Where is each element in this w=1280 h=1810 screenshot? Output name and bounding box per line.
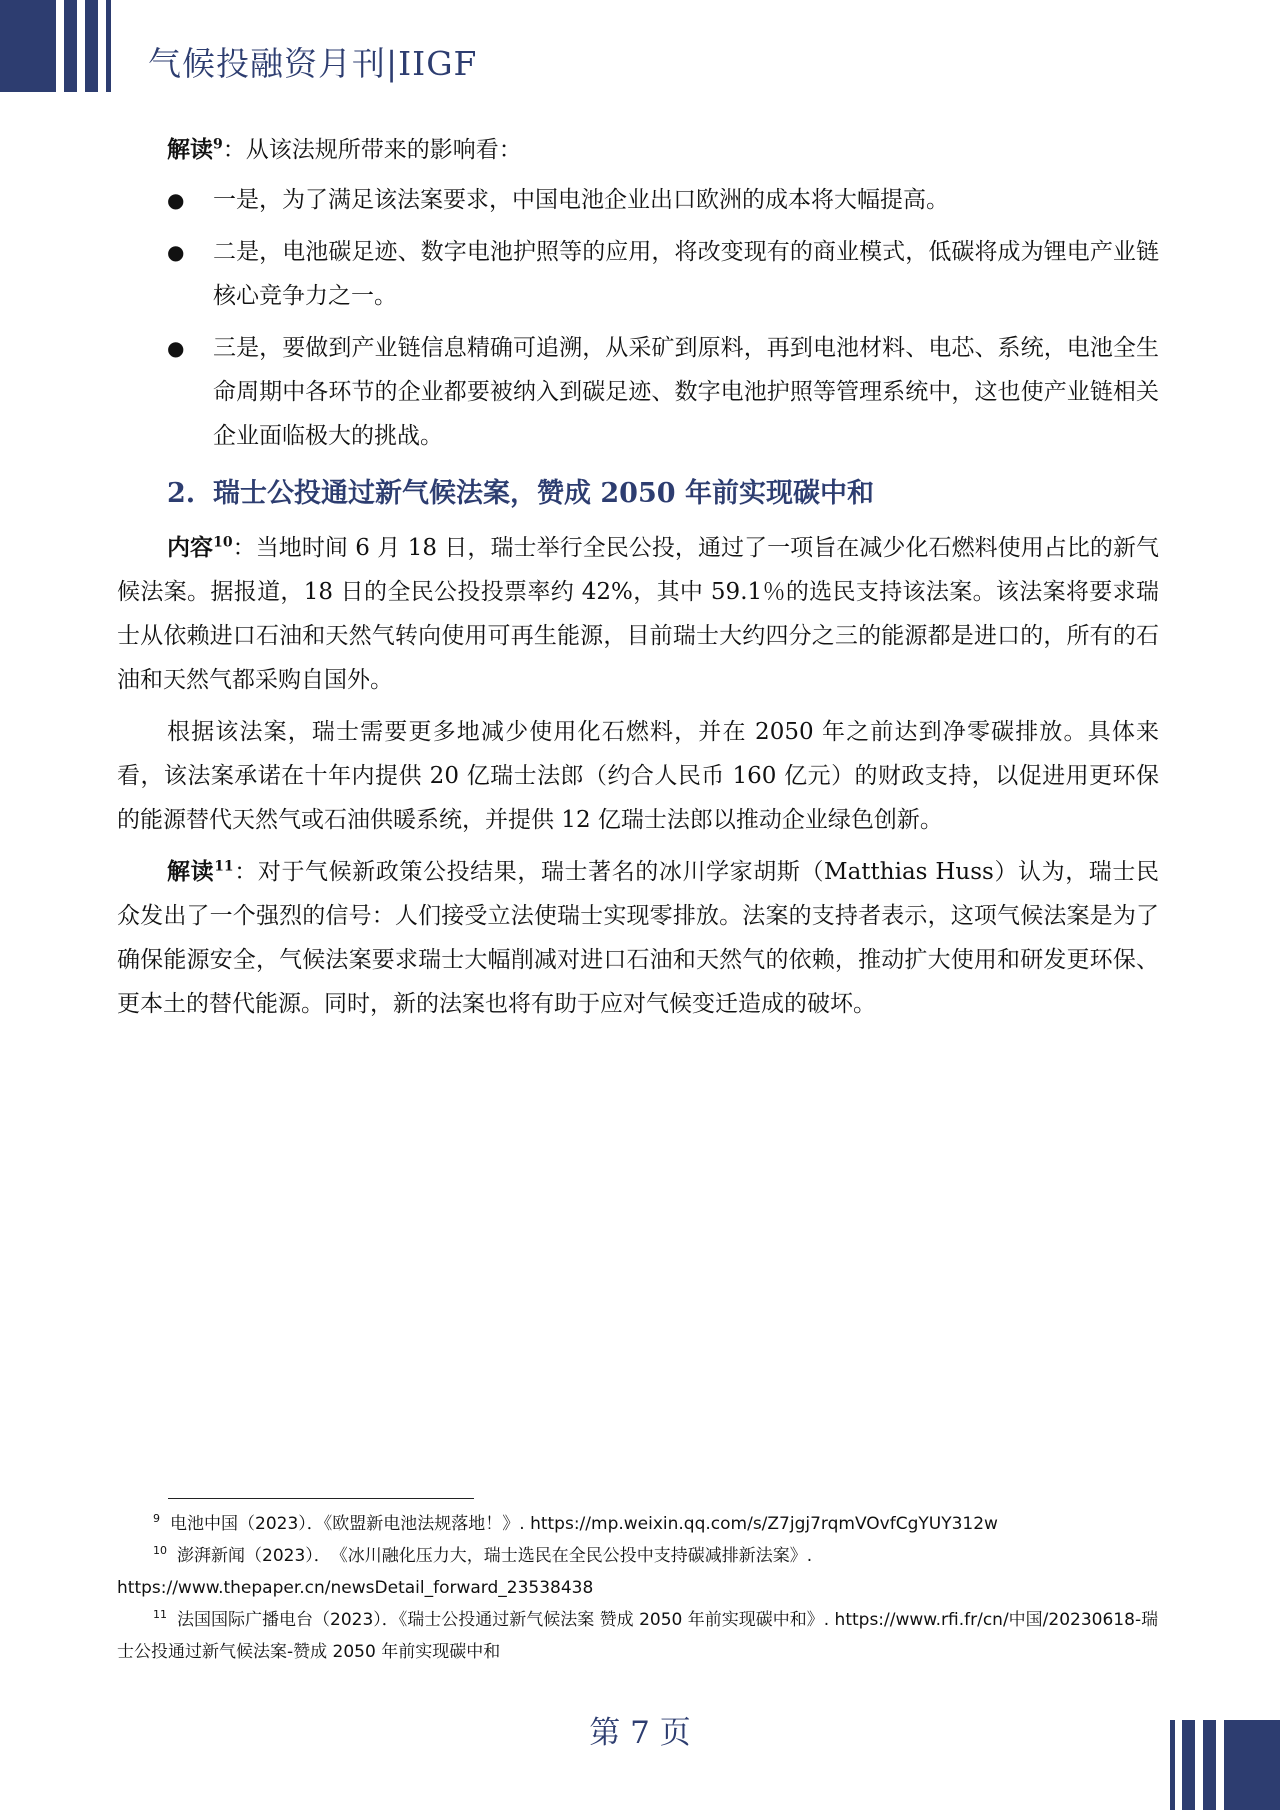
- footnote-number: 10: [153, 1544, 167, 1558]
- interpretation-intro-text: ：从该法规所带来的影响看：: [222, 137, 522, 163]
- journal-title: 气候投融资月刊|IIGF: [148, 44, 478, 83]
- footnote-number: 9: [153, 1512, 160, 1526]
- footnotes: [117, 1508, 1159, 1668]
- bullet-icon: ●: [167, 188, 185, 212]
- bullet-icon: ●: [167, 336, 185, 360]
- footnote-ref[interactable]: 10: [213, 534, 233, 551]
- section-heading: [167, 474, 1159, 514]
- list-item-text: 二是，电池碳足迹、数字电池护照等的应用，将改变现有的商业模式，低碳将成为锂电产业链核心竞争力之一。: [213, 239, 1159, 309]
- impact-list: [117, 178, 1159, 458]
- footnote-divider: [168, 1498, 474, 1499]
- header-bar: [0, 0, 56, 92]
- header-bar: [85, 0, 98, 92]
- section-number: 2.: [167, 478, 196, 509]
- detail-paragraph: 根据该法案，瑞士需要更多地减少使用化石燃料，并在 2050 年之前达到净零碳排放。具体来看，该法案承诺在十年内提供 20 亿瑞士法郎（约合人民币 160 亿元）的财政支持，以促进用更环保的能源替代天然气或石油供暖系统，并提供 12 亿瑞士法郎以推动企业绿色创新。: [117, 719, 1159, 833]
- footnote: [117, 1540, 1159, 1604]
- list-item: [117, 326, 1159, 458]
- interpretation-label: 解读: [167, 136, 213, 163]
- footnote-text[interactable]: 电池中国（2023）．《欧盟新电池法规落地！》. https://mp.weixin.qq.com/s/Z7jgj7rqmVOvfCgYUY312w: [170, 1514, 998, 1534]
- footnote-text[interactable]: 法国国际广播电台（2023）．《瑞士公投通过新气候法案 赞成 2050 年前实现碳中和》. https://www.rfi.fr/cn/中国/20230618-瑞士公投通过新气候法案-赞成 2050 年前实现碳中和: [117, 1610, 1159, 1662]
- footnote-ref[interactable]: 9: [213, 136, 223, 153]
- list-item: [117, 230, 1159, 318]
- footnote: [117, 1508, 1159, 1540]
- footnote-ref[interactable]: 11: [214, 858, 234, 875]
- footnote-number: 11: [153, 1608, 167, 1622]
- page-number: 第 7 页: [589, 1715, 691, 1751]
- interpretation-text: ：对于气候新政策公投结果，瑞士著名的冰川学家胡斯（Matthias Huss）认为，瑞士民众发出了一个强烈的信号：人们接受立法使瑞士实现零排放。法案的支持者表示，这项气候法案是为了确保能源安全，气候法案要求瑞士大幅削减对进口石油和天然气的依赖，推动扩大使用和研发更环保、更本土的替代能源。同时，新的法案也将有助于应对气候变迁造成的破坏。: [117, 859, 1159, 1017]
- interpretation-intro: [117, 128, 1159, 172]
- list-item-text: 三是，要做到产业链信息精确可追溯，从采矿到原料，再到电池材料、电芯、系统，电池全生命周期中各环节的企业都要被纳入到碳足迹、数字电池护照等管理系统中，这也使产业链相关企业面临极大的挑战。: [213, 335, 1159, 449]
- bullet-icon: ●: [167, 240, 185, 264]
- header-bar: [106, 0, 111, 92]
- content-label: 内容: [167, 534, 214, 561]
- footer-bar: [1182, 1720, 1195, 1810]
- footnote: [117, 1604, 1159, 1668]
- footer-bar: [1224, 1720, 1280, 1810]
- section-title: 瑞士公投通过新气候法案，赞成 2050 年前实现碳中和: [213, 478, 874, 509]
- article-body: [117, 128, 1159, 1026]
- list-item-text: 一是，为了满足该法案要求，中国电池企业出口欧洲的成本将大幅提高。: [213, 187, 949, 213]
- content-paragraph: [117, 526, 1159, 702]
- footer-bar: [1203, 1720, 1216, 1810]
- header-bar: [64, 0, 77, 92]
- footnote-text[interactable]: 澎湃新闻（2023）． 《冰川融化压力大，瑞士选民在全民公投中支持碳减排新法案》. https://www.thepaper.cn/newsDetail_forward_23538438: [117, 1546, 813, 1598]
- footer-bar: [1170, 1720, 1175, 1810]
- interpretation-label: 解读: [167, 858, 215, 885]
- interpretation-paragraph: [117, 850, 1159, 1026]
- list-item: [117, 178, 1159, 222]
- content-text: ：当地时间 6 月 18 日，瑞士举行全民公投，通过了一项旨在减少化石燃料使用占比的新气候法案。据报道，18 日的全民公投投票率约 42%，其中 59.1％的选民支持该法案。该法案将要求瑞士从依赖进口石油和天然气转向使用可再生能源，目前瑞士大约四分之三的能源都是进口的，所有的石油和天然气都采购自国外。: [117, 535, 1160, 693]
